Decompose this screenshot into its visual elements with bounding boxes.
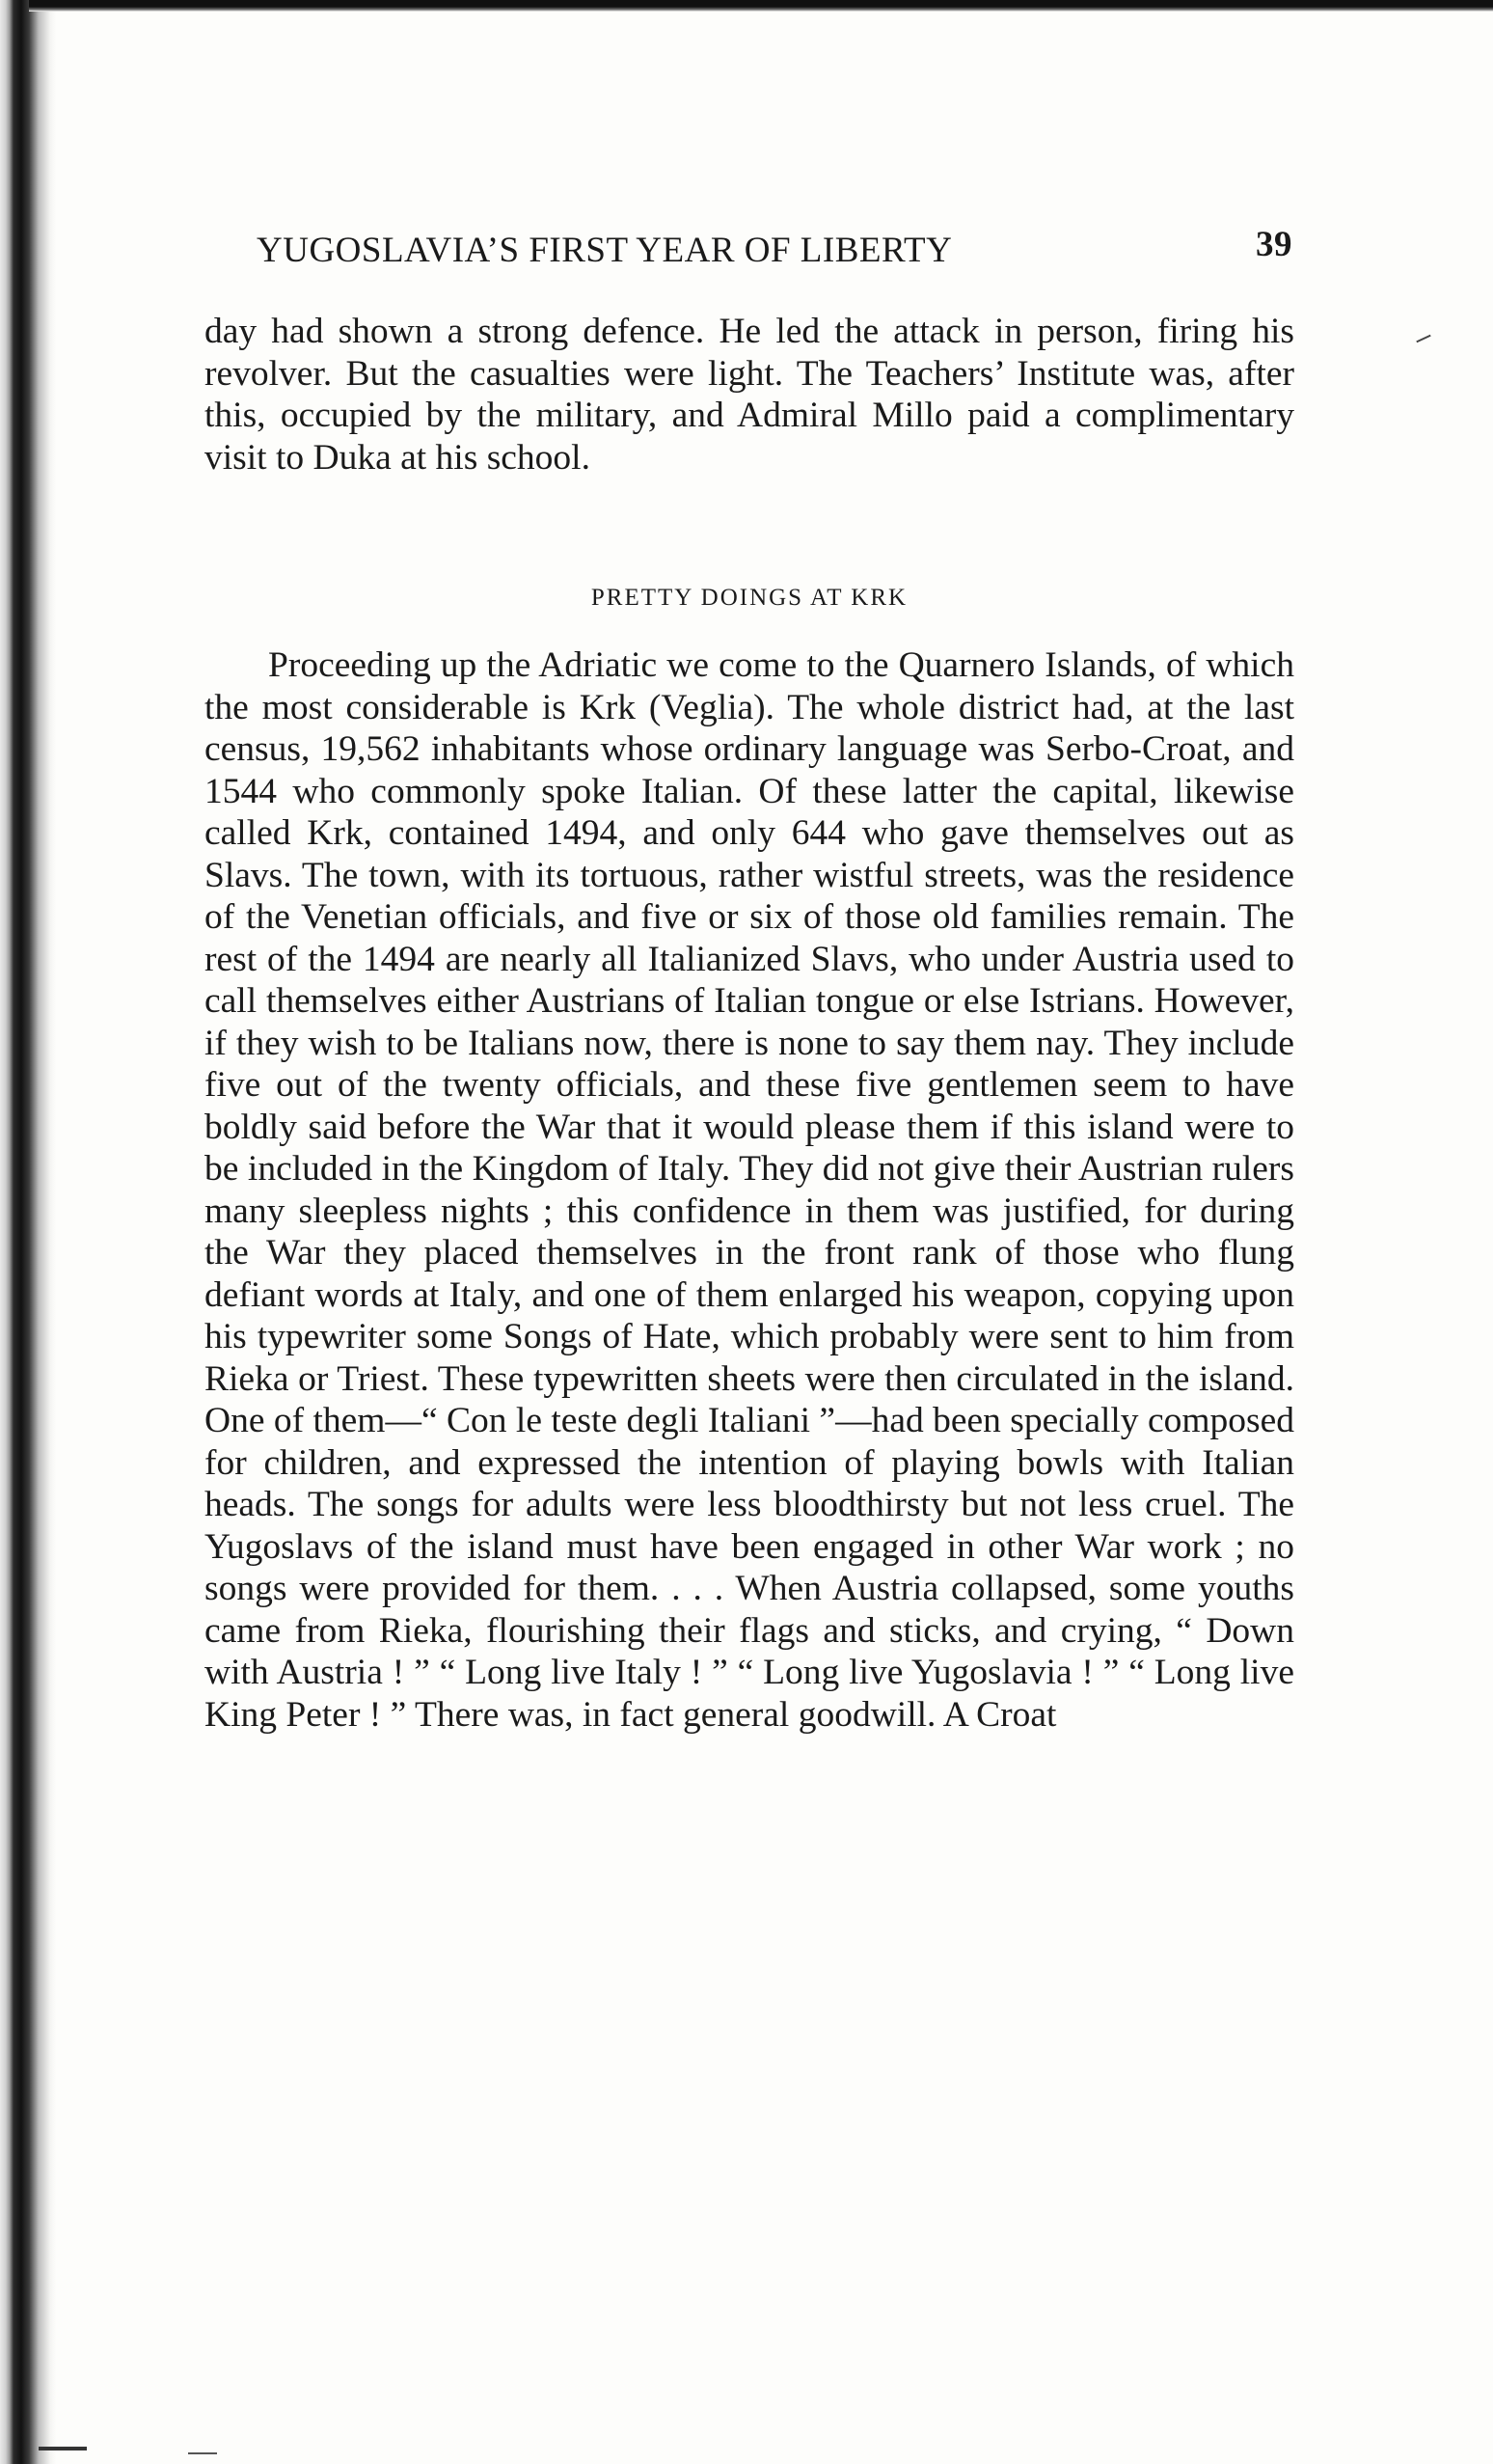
margin-pencil-mark bbox=[1416, 335, 1430, 343]
page-binding-edge bbox=[0, 0, 56, 2464]
body-paragraph-2-block bbox=[204, 644, 1294, 1736]
running-title: YUGOSLAVIA’S FIRST YEAR OF LIBERTY bbox=[257, 231, 953, 270]
scan-top-edge bbox=[29, 0, 1493, 12]
section-heading: PRETTY DOINGS AT KRK bbox=[590, 585, 909, 611]
page-number: 39 bbox=[1256, 225, 1292, 264]
body-paragraph-1-block bbox=[204, 311, 1294, 479]
scan-bottom-mark bbox=[39, 2447, 87, 2450]
body-paragraph-1: day had shown a strong defence. He led the attack in person, firing his revolver. But the casualties were light. The Teachers’ Institute was, after this, occupied by the military, and Admiral Millo paid a complimentary visit to Duka at his school. bbox=[204, 312, 1294, 478]
body-paragraph-2: Proceeding up the Adriatic we come to the Quarnero Islands, of which the most considerable is Krk (Veglia). The whole district had, at the last census, 19,562 inhabitants whose ordinary language was Serbo-Croat, and 1544 who commonly spoke Italian. Of these latter the capital, likewise called Krk, contained 1494, and only 644 who gave themselves out as Slavs. The town, with its tortuous, rather wistful streets, was the residence of the Venetian officials, and five or six of those old families remain. The rest of the 1494 are nearly all Italianized Slavs, who under Austria used to call themselves either Austrians of Italian tongue or else Istrians. However, if they wish to be Italians now, there is none to say them nay. They include five out of the twenty officials, and these five gentlemen seem to have boldly said before the War that it would please them if this island were to be included in the Kingdom of Italy. They did not give their Austrian rulers many sleepless nights ; this confidence in them was justified, for during the War they placed themselves in the front rank of those who flung defiant words at Italy, and one of them enlarged his weapon, copying upon his typewriter some Songs of Hate, which probably were sent to him from Rieka or Triest. These typewritten sheets were then circulated in the island. One of them—“ Con le teste degli Italiani ”—had been specially composed for children, and expressed the intention of playing bowls with Italian heads. The songs for adults were less bloodthirsty but not less cruel. The Yugoslavs of the island must have been engaged in other War work ; no songs were provided for them. . . . When Austria collapsed, some youths came from Rieka, flourishing their flags and sticks, and crying, “ Down with Austria ! ” “ Long live Italy ! ” “ Long live Yugoslavia ! ” “ Long live King Peter ! ” There was, in fact general goodwill. A Croat bbox=[204, 645, 1294, 1735]
scan-bottom-mark-small bbox=[188, 2452, 217, 2454]
running-header bbox=[257, 224, 1292, 282]
